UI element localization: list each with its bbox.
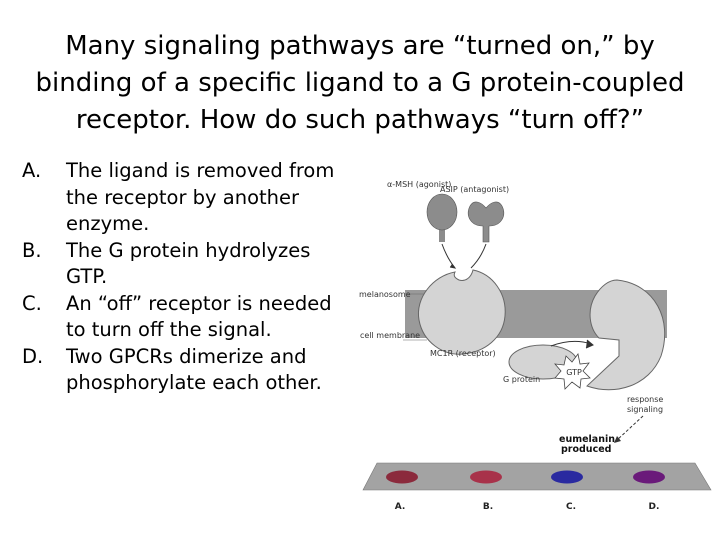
eumelanin-label-2: produced [561,444,612,455]
answer-text: The ligand is removed from the receptor by another enzyme. [66,159,335,235]
spot-c [551,471,583,484]
answer-option-d[interactable] [22,344,342,397]
antagonist-label: ASIP (antagonist) [440,185,510,194]
answer-list [22,158,342,397]
question-title: Many signaling pathways are “turned on,” by binding of a specific ligand to a G protein-coupled receptor. How do such pathways “turn off?” [35,31,685,135]
spot-a [386,471,418,484]
gpcr-diagram [355,160,720,535]
answer-text: An “off” receptor is needed to turn off the signal. [66,291,332,341]
membrane-label: cell membrane [360,331,421,340]
gpcr-diagram-svg [355,160,720,535]
agonist-label: α-MSH (agonist) [387,180,452,189]
tray-label-b: B. [482,502,494,512]
answer-text: Two GPCRs dimerize and phosphorylate each other. [66,344,322,394]
tray-label-d: D. [648,502,660,512]
answer-letter: B. [22,238,42,262]
response-arrow [614,416,643,443]
agonist-ligand [427,194,457,242]
tray-label-c: C. [565,502,577,512]
spot-d [633,471,665,484]
receptor-label: MC1R (receptor) [430,349,496,358]
answer-letter: D. [22,344,44,368]
melanosome-label: melanosome [359,290,411,299]
answer-option-a[interactable] [22,158,342,238]
gprotein-label: G protein [503,375,541,384]
gtp-label: GTP [566,368,582,377]
answer-text: The G protein hydrolyzes GTP. [66,238,311,288]
spot-b [470,471,502,484]
answer-option-b[interactable] [22,238,342,291]
response-label-1: response [627,395,664,404]
mc1r-receptor [418,270,505,354]
eumelanin-label-1: eumelanin [559,434,615,445]
tray-label-a: A. [394,502,406,512]
response-label-2: signaling [627,405,664,414]
binding-arrows [442,244,486,268]
answer-letter: A. [22,159,42,182]
answer-letter: C. [22,291,42,315]
antagonist-ligand [468,202,504,242]
result-tray [363,463,711,490]
answer-option-c[interactable] [22,291,342,344]
